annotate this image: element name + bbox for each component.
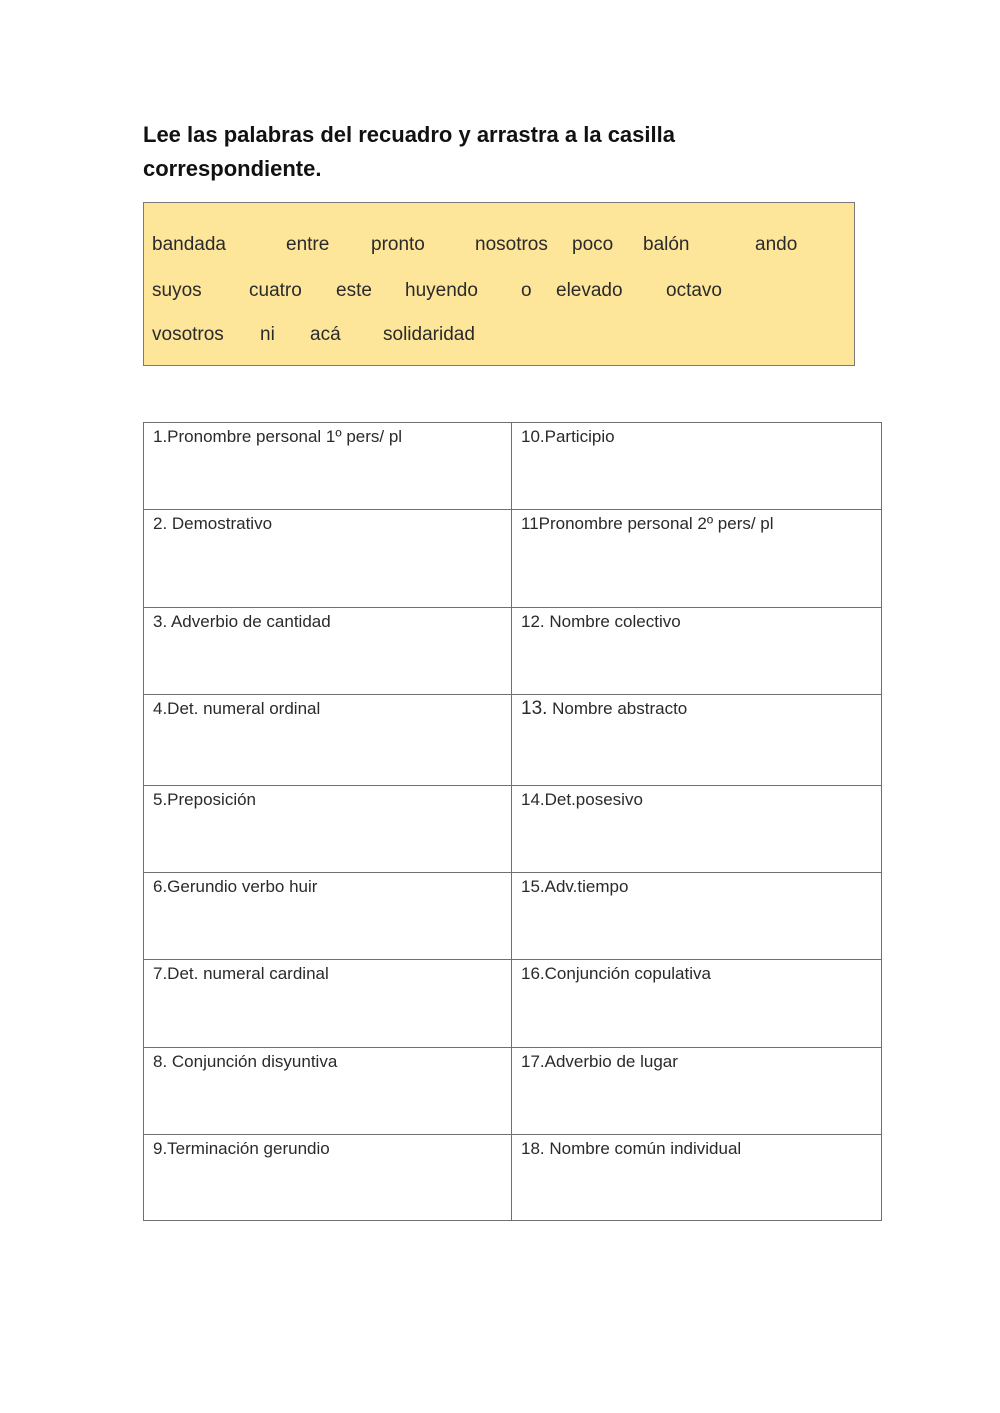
word-chip[interactable]: pronto: [371, 234, 425, 255]
word-chip[interactable]: suyos: [152, 280, 202, 301]
table-row: [144, 1048, 882, 1135]
word-chip[interactable]: o: [521, 280, 532, 301]
cell-label: 9.Terminación gerundio: [153, 1139, 330, 1158]
drop-cell[interactable]: [512, 960, 882, 1048]
cell-label: 6.Gerundio verbo huir: [153, 877, 318, 896]
word-chip[interactable]: este: [336, 280, 372, 301]
cell-label: [521, 698, 872, 720]
word-chip[interactable]: acá: [310, 324, 341, 345]
word-chip[interactable]: nosotros: [475, 234, 548, 255]
word-chip[interactable]: entre: [286, 234, 330, 255]
cell-label: 17.Adverbio de lugar: [521, 1052, 678, 1071]
drop-cell[interactable]: [512, 786, 882, 873]
word-chip[interactable]: bandada: [152, 234, 226, 255]
drop-cell[interactable]: [144, 960, 512, 1048]
table-row: [144, 960, 882, 1048]
word-chip[interactable]: balón: [643, 234, 690, 255]
drop-cell[interactable]: [144, 873, 512, 960]
drop-cell[interactable]: [144, 1048, 512, 1135]
word-chip[interactable]: octavo: [666, 280, 722, 301]
answer-table: [143, 422, 882, 1221]
drop-cell[interactable]: [512, 608, 882, 695]
table-row: [144, 423, 882, 510]
word-chip[interactable]: poco: [572, 234, 614, 255]
drop-cell[interactable]: [144, 423, 512, 510]
table-row: [144, 873, 882, 960]
cell-label: 4.Det. numeral ordinal: [153, 699, 321, 718]
word-chip[interactable]: cuatro: [249, 280, 302, 301]
drop-cell[interactable]: [512, 695, 882, 786]
cell-label: 1.Pronombre personal 1º pers/ pl: [153, 427, 403, 446]
word-bank: [143, 202, 855, 366]
cell-label: 10.Participio: [521, 427, 615, 446]
cell-label: 12. Nombre colectivo: [521, 612, 681, 631]
table-row: [144, 786, 882, 873]
cell-label: 15.Adv.tiempo: [521, 877, 629, 896]
cell-label: 5.Preposición: [153, 790, 257, 809]
cell-label: 14.Det.posesivo: [521, 790, 643, 809]
cell-text: Nombre abstracto: [547, 699, 688, 718]
drop-cell[interactable]: [144, 1135, 512, 1221]
table-row: [144, 608, 882, 695]
cell-label: 8. Conjunción disyuntiva: [153, 1052, 338, 1071]
drop-cell[interactable]: [512, 1048, 882, 1135]
drop-cell[interactable]: [512, 423, 882, 510]
drop-cell[interactable]: [512, 510, 882, 608]
drop-cell[interactable]: [144, 608, 512, 695]
table-row: [144, 510, 882, 608]
cell-label: 7.Det. numeral cardinal: [153, 964, 329, 983]
drop-cell[interactable]: [144, 510, 512, 608]
cell-label: 3. Adverbio de cantidad: [153, 612, 331, 631]
table-row: [144, 1135, 882, 1221]
drop-cell[interactable]: [144, 695, 512, 786]
table-row: [144, 695, 882, 786]
word-chip[interactable]: elevado: [556, 280, 623, 301]
word-chip[interactable]: vosotros: [152, 324, 224, 345]
drop-cell[interactable]: [512, 1135, 882, 1221]
cell-label: 2. Demostrativo: [153, 514, 273, 533]
word-chip[interactable]: ando: [755, 234, 798, 255]
cell-label: 16.Conjunción copulativa: [521, 964, 711, 983]
cell-number: 13.: [521, 698, 548, 719]
drop-cell[interactable]: [144, 786, 512, 873]
word-chip[interactable]: solidaridad: [383, 324, 475, 345]
word-chip[interactable]: huyendo: [405, 280, 478, 301]
word-chip[interactable]: ni: [260, 324, 275, 345]
drop-cell[interactable]: [512, 873, 882, 960]
cell-label: 18. Nombre común individual: [521, 1139, 742, 1158]
instruction-heading: Lee las palabras del recuadro y arrastra a la casilla correspondiente.: [143, 122, 675, 181]
cell-label: 11Pronombre personal 2º pers/ pl: [521, 514, 774, 533]
